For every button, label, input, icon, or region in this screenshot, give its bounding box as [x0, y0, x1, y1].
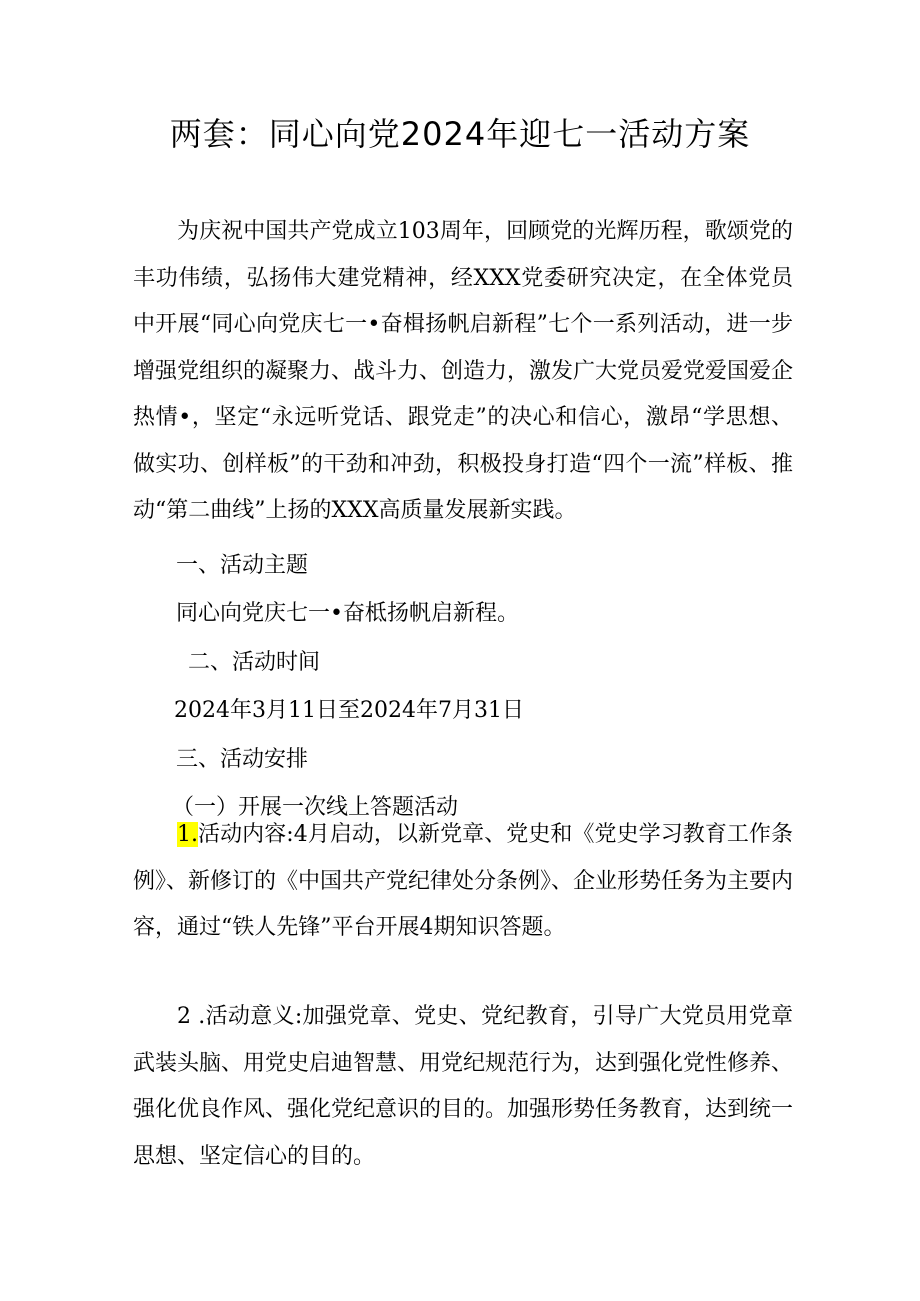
- section-2-text: 2024年3月11日至2024年7月31日: [174, 698, 524, 723]
- subsection-1-heading: （一）开展一次线上答题活动: [172, 795, 459, 820]
- item-1-text: 活动内容:4月启动，以新党章、党史和《党史学习教育工作条例》、新修订的《中国共产党纪律处分条例》、企业形势任务为主要内容，通过“铁人先锋”平台开展4期知识答题。: [133, 822, 794, 940]
- section-1-text: 同心向党庆七一•奋柢扬帆启新程。: [176, 601, 519, 626]
- intro-paragraph: 为庆祝中国共产党成立103周年，回顾党的光辉历程，歌颂党的丰功伟绩，弘扬伟大建党精神，经XXX党委研究决定，在全体党员中开展“同心向党庆七一•奋楫扬帆启新程”七个一系列活动，进一步增强党组织的凝聚力、战斗力、创造力，激发广大党员爱党爱国爱企热情•，坚定“永远听党话、跟党走”的决心和信心，激昂“学思想、做实功、创样板”的干劲和冲劲，积极投身打造“四个一流”样板、推动“第二曲线”上扬的XXX高质量发展新实践。: [133, 219, 794, 523]
- item-2-paragraph: 2 .活动意义:加强党章、党史、党纪教育，引导广大党员用党章武装头脑、用党史启迪智慧、用党纪规范行为，达到强化党性修养、强化优良作风、强化党纪意识的目的。加强形势任务教育，达到统一思想、坚定信心的目的。: [133, 1004, 794, 1169]
- item-1-number-highlight: 1.: [177, 822, 198, 847]
- section-3-heading: 三、活动安排: [176, 747, 309, 772]
- document-title: 两套：同心向党2024年迎七一活动方案: [169, 115, 751, 153]
- item-1-paragraph: [133, 812, 793, 952]
- section-1-heading: 一、活动主题: [176, 553, 309, 578]
- section-2-heading: 二、活动时间: [188, 650, 321, 675]
